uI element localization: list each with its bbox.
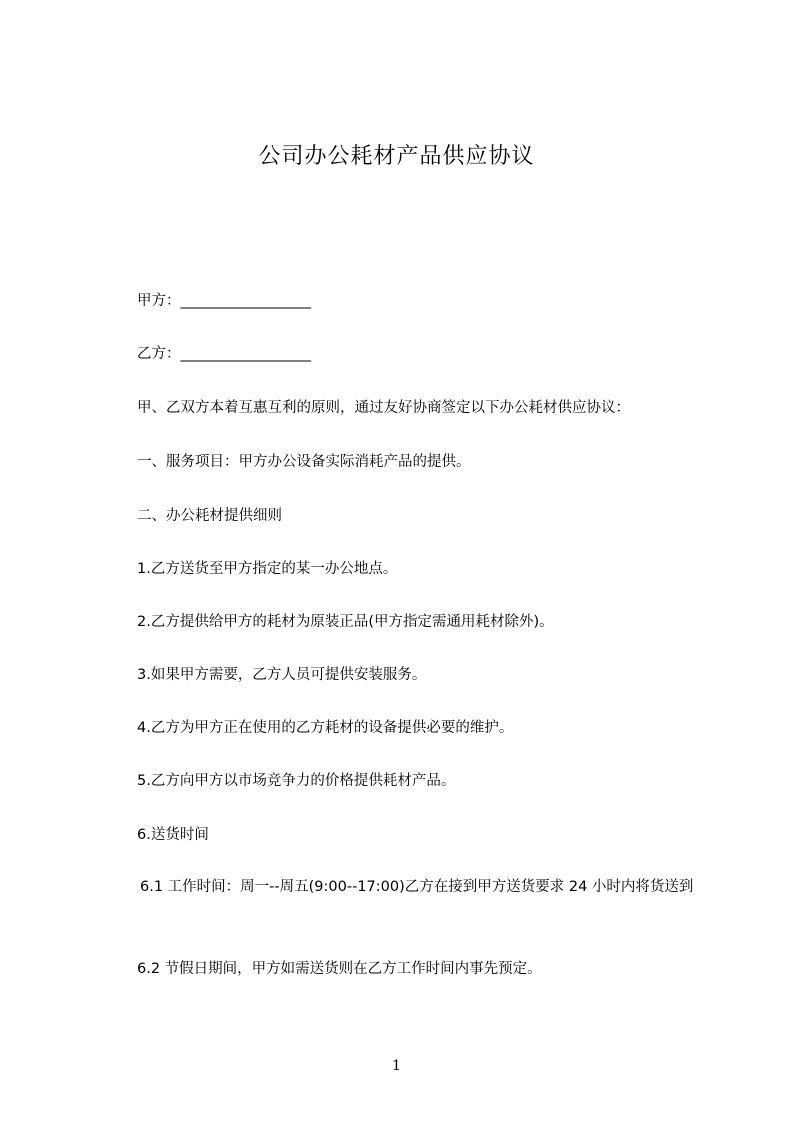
rule-item-4: 4.乙方为甲方正在使用的乙方耗材的设备提供必要的维护。 — [137, 720, 514, 736]
rule-item-6: 6.送货时间 — [137, 827, 209, 843]
rule-item-3: 3.如果甲方需要，乙方人员可提供安装服务。 — [137, 667, 427, 683]
party-b-blank: __________________ — [180, 346, 311, 362]
party-b-label: 乙方： — [137, 346, 181, 362]
party-b-line — [137, 344, 311, 364]
page-number: 1 — [392, 1058, 401, 1074]
party-a-label: 甲方： — [137, 293, 181, 309]
rule-item-6-2: 6.2 节假日期间，甲方如需送货则在乙方工作时间内事先预定。 — [137, 961, 542, 977]
party-a-line — [137, 291, 311, 311]
section-service-items: 一、服务项目：甲方办公设备实际消耗产品的提供。 — [137, 454, 471, 470]
party-a-blank: __________________ — [180, 293, 311, 309]
rule-item-1: 1.乙方送货至甲方指定的某一办公地点。 — [137, 561, 398, 577]
document-title: 公司办公耗材产品供应协议 — [258, 144, 535, 169]
rule-item-2: 2.乙方提供给甲方的耗材为原装正品(甲方指定需通用耗材除外)。 — [137, 614, 554, 630]
intro-paragraph: 甲、乙双方本着互惠互利的原则，通过友好协商签定以下办公耗材供应协议： — [137, 400, 630, 416]
rule-item-6-1: 6.1 工作时间：周一--周五(9:00--17:00)乙方在接到甲方送货要求 24 小时内将货送到 — [140, 879, 694, 895]
rule-item-5: 5.乙方向甲方以市场竞争力的价格提供耗材产品。 — [137, 773, 456, 789]
section-supply-rules: 二、办公耗材提供细则 — [137, 508, 282, 524]
